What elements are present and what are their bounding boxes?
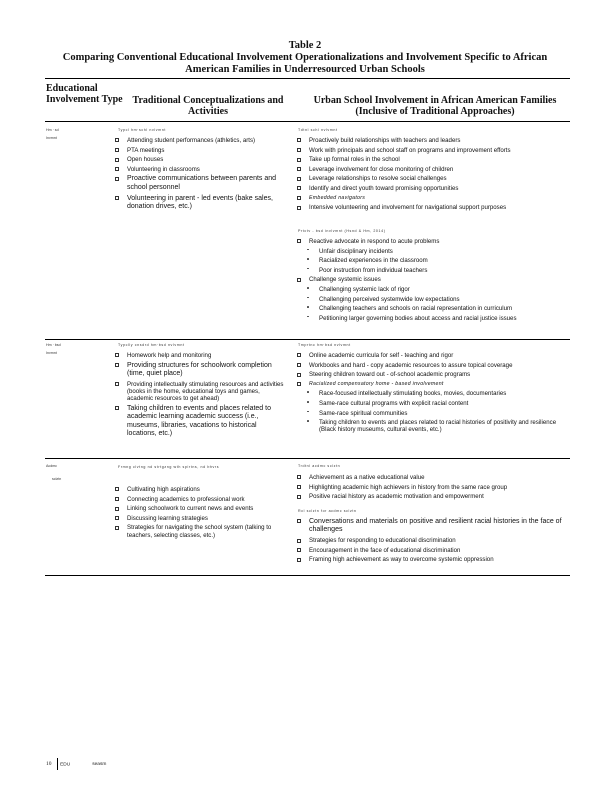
checkbox-bullet-icon — [115, 148, 119, 152]
table-label: Table 2 — [288, 40, 322, 51]
checkbox-bullet-icon — [297, 167, 301, 171]
checkbox-bullet-icon — [115, 196, 119, 200]
list-item: Encouragement in the face of educational discrimination — [296, 547, 568, 554]
checkbox-bullet-icon — [297, 278, 301, 282]
row-divider-1 — [45, 339, 570, 340]
list-item: Leverage relationships to resolve social challenges — [296, 175, 568, 182]
dot-bullet-icon — [307, 391, 309, 393]
urban-list-socialization-b — [296, 518, 568, 566]
list-item: Highlighting academic high achievers in history from the same race group — [296, 484, 568, 491]
list-item: Unfair disciplinary incidents — [296, 248, 568, 255]
list-item: Proactive communications between parents and school personnel — [114, 175, 286, 192]
list-item: Discussing learning strategies — [114, 515, 286, 522]
list-item: Poor instruction from individual teachers — [296, 267, 568, 274]
checkbox-bullet-icon — [297, 239, 301, 243]
dot-bullet-icon — [307, 258, 309, 260]
list-item: Taking children to events and places related to racial histories of positivity and resilience (Black history museums, cultural events, etc.) — [296, 419, 568, 433]
checkbox-bullet-icon — [297, 353, 301, 357]
list-item: Racialized experiences in the classroom — [296, 257, 568, 264]
traditional-list-socialization — [114, 486, 286, 541]
row-label-academic-socialization — [46, 464, 108, 482]
list-item: Strategies for navigating the school system (talking to teachers, selecting classes, etc.) — [114, 524, 286, 538]
checkbox-bullet-icon — [297, 148, 301, 152]
checkbox-bullet-icon — [297, 196, 301, 200]
checkbox-bullet-icon — [297, 206, 301, 210]
row-label-line: sclztn — [52, 477, 62, 481]
urban-subheading: Tmprtnc hm·bsd nvlvmnt — [298, 343, 351, 347]
row-label-home-school — [46, 128, 108, 141]
list-item: Connecting academics to professional work — [114, 496, 286, 503]
traditional-list-home-based — [114, 352, 286, 441]
list-item: Volunteering in classrooms — [114, 166, 286, 173]
journal-abbrev: EDU — [60, 762, 71, 768]
list-item: Homework help and monitoring — [114, 352, 286, 359]
table-title-line-1: Comparing Conventional Educational Involvement Operationalizations and Involvement Specific to African — [62, 52, 548, 63]
list-item: Positive racial history as academic motivation and empowerment — [296, 493, 568, 500]
checkbox-bullet-icon — [115, 507, 119, 511]
column-header-urban: Urban School Involvement in African American Families (Inclusive of Traditional Approaches) — [313, 95, 557, 117]
list-item: Volunteering in parent - led events (bake sales, donation drives, etc.) — [114, 195, 286, 212]
checkbox-bullet-icon — [297, 475, 301, 479]
row-label-line: Hm · bsd — [46, 343, 61, 347]
traditional-subheading: Frmng clvtng nd strtgzng wth spirtns, nd bhvrs — [118, 465, 220, 469]
checkbox-bullet-icon — [115, 363, 119, 367]
list-item: Online academic curricula for self - teaching and rigor — [296, 352, 568, 359]
list-item: Conversations and materials on positive and resilient racial histories in the face of challenges — [296, 518, 568, 535]
checkbox-bullet-icon — [115, 497, 119, 501]
checkbox-bullet-icon — [297, 548, 301, 552]
list-item: Embedded navigators — [296, 195, 568, 202]
checkbox-bullet-icon — [297, 539, 301, 543]
urban-list-socialization-a — [296, 474, 568, 503]
checkbox-bullet-icon — [115, 138, 119, 142]
traditional-subheading: Typcl hm·schl nvlvmnt — [118, 128, 166, 132]
table-title-line-2: American Families in Underresourced Urban Schools — [185, 64, 425, 75]
list-item: Take up formal roles in the school — [296, 156, 568, 163]
list-item: Strategies for responding to educational discrimination — [296, 537, 568, 544]
list-item: Proactively build relationships with teachers and leaders — [296, 137, 568, 144]
list-item: Leverage involvement for close monitoring of children — [296, 166, 568, 173]
checkbox-bullet-icon — [297, 382, 301, 386]
checkbox-bullet-icon — [297, 495, 301, 499]
list-item: Petitioning larger governing bodies about access and racial justice issues — [296, 315, 568, 322]
row-divider-2 — [45, 458, 570, 459]
checkbox-bullet-icon — [297, 558, 301, 562]
dot-bullet-icon — [307, 287, 309, 289]
table-bottom-rule — [45, 575, 570, 576]
dot-bullet-icon — [307, 411, 309, 413]
list-item: Challenging systemic lack of rigor — [296, 286, 568, 293]
list-item: Reactive advocate in respond to acute problems — [296, 238, 568, 245]
list-item: Attending student performances (athletics, arts) — [114, 137, 286, 144]
list-item: Open houses — [114, 156, 286, 163]
column-header-traditional: Traditional Conceptualizations and Activities — [132, 95, 284, 117]
dot-bullet-icon — [307, 249, 309, 251]
list-item: Racialized compensatory home - based involvement — [296, 381, 568, 388]
list-item: Intensive volunteering and involvement for navigational support purposes — [296, 204, 568, 211]
checkbox-bullet-icon — [297, 485, 301, 489]
list-item: Taking children to events and places related to academic learning academic success (i.e., museums, libraries, vacations to historical locations, etc.) — [114, 405, 286, 439]
list-item: Challenging perceived systemwide low expectations — [296, 296, 568, 303]
footer-divider — [57, 758, 58, 770]
list-item: Cultivating high aspirations — [114, 486, 286, 493]
urban-subheading: Tdtnl schl nvlvmnt — [298, 128, 338, 132]
page-number: 10 — [46, 761, 52, 768]
dot-bullet-icon — [307, 306, 309, 308]
dot-bullet-icon — [307, 268, 309, 270]
urban-subheading-protective: Prtctv - bsd invlvmnt (Hsnd & Hm, 2014) — [298, 229, 386, 233]
urban-list-home-based — [296, 352, 568, 436]
dot-bullet-icon — [307, 420, 309, 422]
checkbox-bullet-icon — [115, 487, 119, 491]
dot-bullet-icon — [307, 316, 309, 318]
list-item: Challenge systemic issues — [296, 276, 568, 283]
list-item: Providing structures for schoolwork completion (time, quiet place) — [114, 362, 286, 379]
list-item: Steering children toward out - of-school academic programs — [296, 371, 568, 378]
list-item: Work with principals and school staff on programs and improvement efforts — [296, 147, 568, 154]
checkbox-bullet-icon — [297, 158, 301, 162]
row-label-line: Acdmc — [46, 464, 57, 468]
header-bottom-rule — [45, 121, 570, 122]
checkbox-bullet-icon — [297, 186, 301, 190]
checkbox-bullet-icon — [115, 516, 119, 520]
dot-bullet-icon — [307, 297, 309, 299]
list-item: Challenging teachers and schools on racial representation in curriculum — [296, 305, 568, 312]
checkbox-bullet-icon — [297, 363, 301, 367]
checkbox-bullet-icon — [115, 158, 119, 162]
list-item: Identify and direct youth toward promising opportunities — [296, 185, 568, 192]
checkbox-bullet-icon — [297, 519, 301, 523]
checkbox-bullet-icon — [115, 526, 119, 530]
row-label-home-based — [46, 343, 108, 356]
column-header-type: Educational Involvement Type — [46, 83, 123, 105]
checkbox-bullet-icon — [297, 373, 301, 377]
row-label-line: Hm · sd — [46, 128, 59, 132]
checkbox-bullet-icon — [115, 382, 119, 386]
list-item: Workbooks and hard - copy academic resources to assure topical coverage — [296, 362, 568, 369]
checkbox-bullet-icon — [115, 177, 119, 181]
checkbox-bullet-icon — [115, 353, 119, 357]
list-item: Same-race cultural programs with explicit racial content — [296, 400, 568, 407]
row-label-line: Invmnt — [46, 136, 57, 140]
checkbox-bullet-icon — [297, 138, 301, 142]
urban-list-home-school-a — [296, 137, 568, 214]
urban-list-home-school-b — [296, 238, 568, 324]
urban-subheading: Trdtnl acdmc sclztn — [298, 464, 341, 468]
traditional-list-home-school — [114, 137, 286, 214]
urban-subheading-racial: Rcl sclztn for acdmc sclztn — [298, 509, 357, 513]
traditional-subheading: Typclly cnsdrd hm·bsd nvlvmnt — [118, 343, 185, 347]
table-top-rule — [45, 78, 570, 79]
dot-bullet-icon — [307, 401, 309, 403]
list-item: Race-focused intellectually stimulating books, movies, documentaries — [296, 390, 568, 397]
list-item: PTA meetings — [114, 147, 286, 154]
checkbox-bullet-icon — [297, 177, 301, 181]
footer-right-text: seasm — [92, 762, 107, 768]
list-item: Same-race spiritual communities — [296, 410, 568, 417]
row-label-line: Invmnt — [46, 351, 57, 355]
checkbox-bullet-icon — [115, 406, 119, 410]
list-item: Providing intellectually stimulating resources and activities (books in the home, educational toys and games, academic resources to get ahead) — [114, 381, 286, 403]
list-item: Framing high achievement as way to overcome systemic oppression — [296, 556, 568, 563]
page-footer — [46, 758, 106, 770]
checkbox-bullet-icon — [115, 167, 119, 171]
list-item: Linking schoolwork to current news and events — [114, 505, 286, 512]
list-item: Achievement as a native educational value — [296, 474, 568, 481]
